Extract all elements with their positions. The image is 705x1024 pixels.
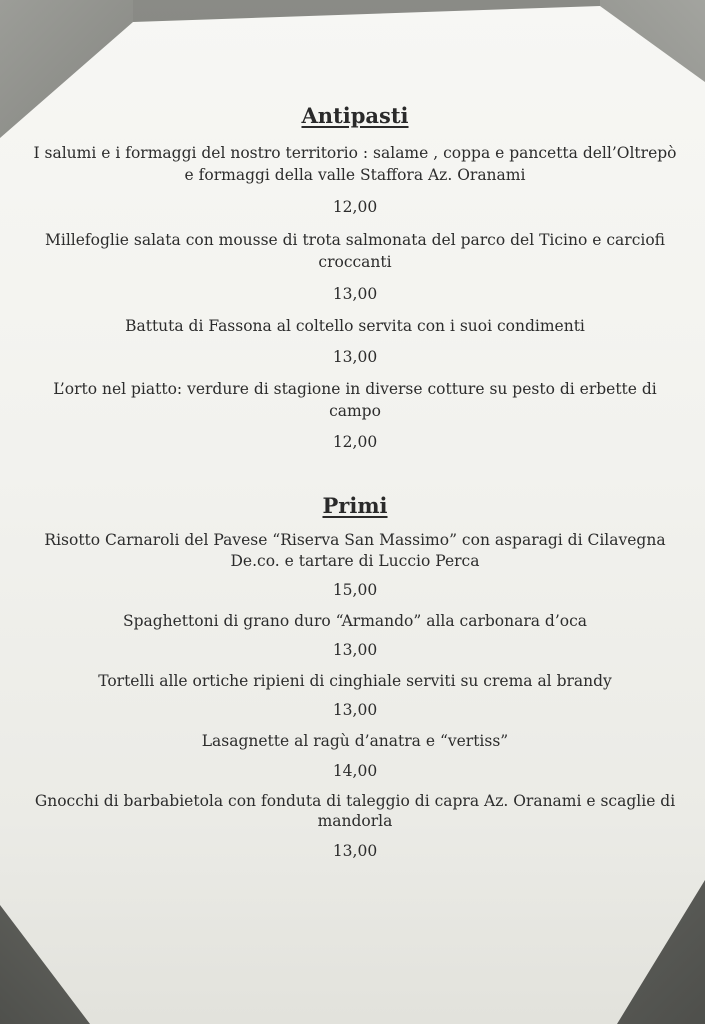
item-description-line: e formaggi della valle Staffora Az. Oranami — [184, 166, 526, 184]
item-price: 13,00 — [332, 701, 378, 719]
item-description-line: Risotto Carnaroli del Pavese “Riserva San Massimo” con asparagi di Cilavegna — [44, 531, 666, 549]
item-description-line: L’orto nel piatto: verdure di stagione in diverse cotture su pesto di erbette di — [53, 380, 657, 398]
item-description-line: Spaghettoni di grano duro “Armando” alla carbonara d’oca — [122, 612, 588, 630]
item-price: 12,00 — [332, 198, 378, 216]
item-description-line: Battuta di Fassona al coltello servita con i suoi condimenti — [125, 317, 585, 335]
item-description-line: Millefoglie salata con mousse di trota salmonata del parco del Ticino e carciofi — [44, 231, 665, 249]
item-price: 12,00 — [332, 433, 378, 451]
section-title-antipasti: Antipasti — [301, 103, 409, 128]
item-description-line: Tortelli alle ortiche ripieni di cinghiale serviti su crema al brandy — [98, 672, 612, 690]
item-description-line: croccanti — [318, 253, 392, 271]
item-price: 13,00 — [332, 842, 378, 860]
item-description-line: campo — [329, 402, 381, 420]
item-description-line: I salumi e i formaggi del nostro territorio : salame , coppa e pancetta dell’Oltrepò — [33, 144, 677, 162]
item-price: 13,00 — [332, 285, 378, 303]
item-description-line: De.co. e tartare di Luccio Perca — [230, 552, 480, 570]
item-description-line: mandorla — [317, 812, 393, 830]
section-title-primi: Primi — [322, 493, 388, 518]
item-description-line: Lasagnette al ragù d’anatra e “vertiss” — [201, 732, 509, 750]
item-price: 14,00 — [332, 762, 378, 780]
item-description-line: Gnocchi di barbabietola con fonduta di taleggio di capra Az. Oranami e scaglie di — [34, 792, 676, 810]
item-price: 13,00 — [332, 641, 378, 659]
item-price: 15,00 — [332, 581, 378, 599]
item-price: 13,00 — [332, 348, 378, 366]
